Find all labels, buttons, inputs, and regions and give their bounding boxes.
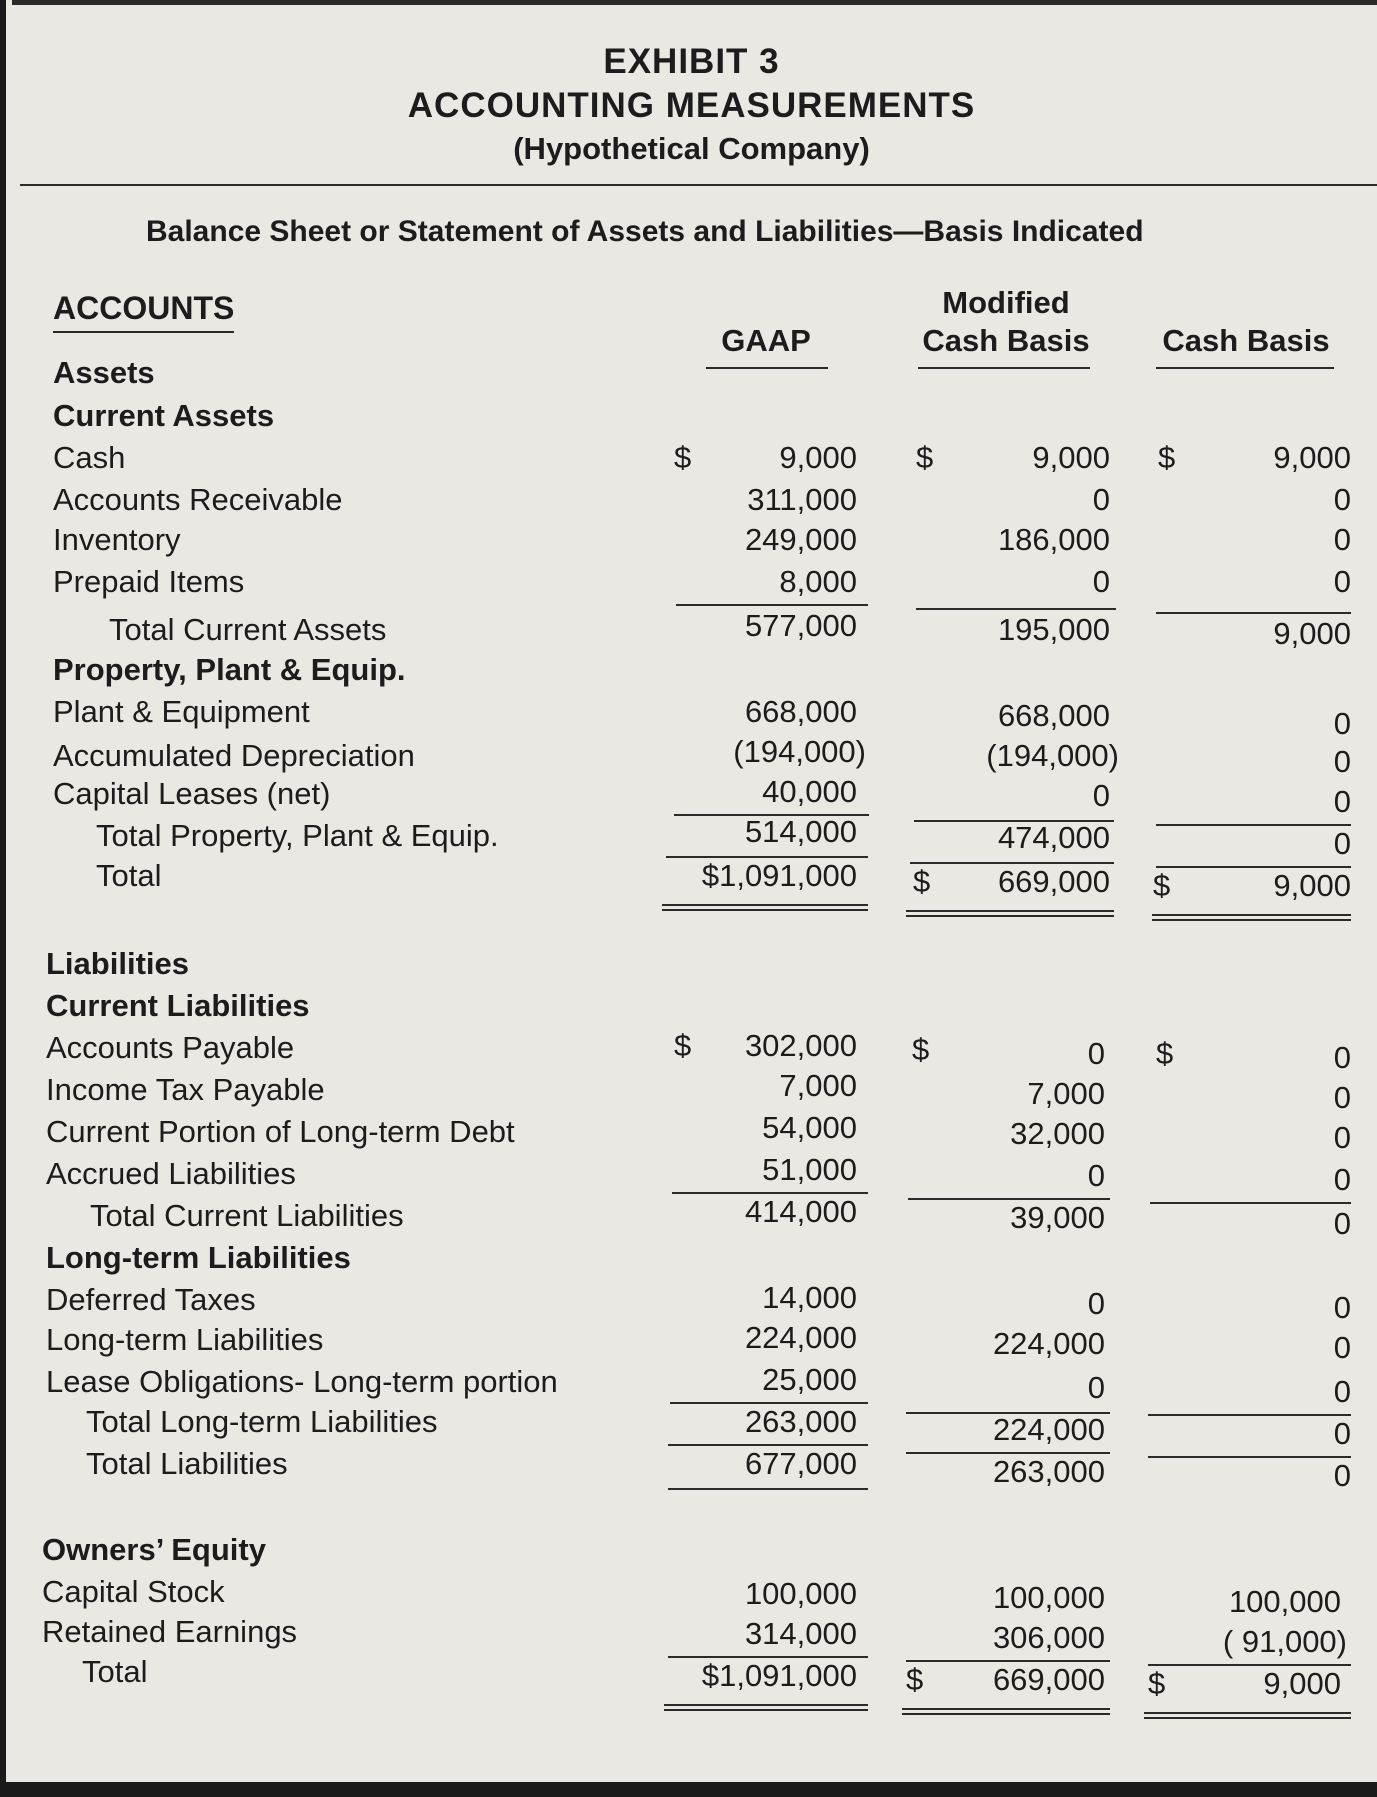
row-label-retained-earnings: Retained Earnings [42, 1614, 298, 1649]
gaap-accounts-payable: 302,000 [744, 1028, 857, 1063]
row-label-long-term-liabilities: Long-term Liabilities [46, 1322, 324, 1357]
dollar-sign: $ [1148, 1666, 1166, 1701]
liabilities-heading: Liabilities [46, 946, 189, 981]
subtotal-rule [668, 1488, 868, 1490]
row-label-total-current-assets: Total Current Assets [109, 612, 387, 647]
gaap-total-current-liabilities: 414,000 [744, 1194, 857, 1229]
cash-basis-accounts-payable: 0 [1333, 1040, 1351, 1075]
modified-column-header [901, 284, 1111, 360]
subtotal-rule [1156, 824, 1351, 826]
double-rule [902, 1708, 1110, 1710]
row-label-prepaid-items: Prepaid Items [53, 564, 245, 599]
row-label-total-current-liabilities: Total Current Liabilities [90, 1198, 404, 1233]
gaap-current-portion-ltd: 54,000 [762, 1110, 857, 1145]
subtotal-rule [916, 608, 1116, 610]
double-rule [662, 904, 868, 906]
double-rule [906, 910, 1114, 912]
row-label-total-assets: Total [96, 858, 162, 893]
cash-basis-deferred-taxes: 0 [1333, 1290, 1351, 1325]
modified-accumulated-depreciation: (194,000) [986, 738, 1119, 773]
cash-basis-total-equity: 9,000 [1263, 1666, 1341, 1701]
cash-basis-capital-stock: 100,000 [1228, 1584, 1341, 1619]
dollar-sign: $ [674, 440, 692, 475]
gaap-capital-stock: 100,000 [744, 1576, 857, 1611]
row-label-deferred-taxes: Deferred Taxes [46, 1282, 256, 1317]
row-label-current-portion-ltd: Current Portion of Long-term Debt [46, 1114, 515, 1149]
row-label-capital-stock: Capital Stock [42, 1574, 225, 1609]
modified-header-underline [918, 367, 1090, 369]
cash-header-label: Cash Basis [1162, 323, 1330, 358]
modified-prepaid-items: 0 [1092, 564, 1110, 599]
gaap-accounts-receivable: 311,000 [747, 482, 857, 517]
gaap-total-liabilities: 677,000 [744, 1446, 857, 1481]
gaap-accumulated-depreciation: (194,000) [733, 734, 866, 769]
gaap-total-ppe: 514,000 [744, 814, 857, 849]
double-rule [906, 915, 1114, 917]
dollar-sign: $ [913, 864, 931, 899]
gaap-capital-leases: 40,000 [762, 774, 857, 809]
modified-retained-earnings: 306,000 [992, 1620, 1105, 1655]
cash-basis-retained-earnings: ( 91,000) [1222, 1624, 1347, 1659]
modified-total-equity: 669,000 [992, 1662, 1105, 1697]
cash-basis-total-current-assets: 9,000 [1273, 616, 1351, 651]
assets-heading: Assets [53, 355, 155, 390]
cash-basis-total-assets: 9,000 [1273, 868, 1351, 903]
cash-basis-capital-leases: 0 [1333, 784, 1351, 819]
cash-basis-total-ppe: 0 [1333, 826, 1351, 861]
modified-total-ppe: 474,000 [997, 820, 1110, 855]
cash-basis-prepaid-items: 0 [1333, 564, 1351, 599]
subtotal-rule [1148, 1414, 1351, 1416]
gaap-total-current-assets: 577,000 [744, 608, 857, 643]
double-rule [1152, 914, 1351, 916]
modified-inventory: 186,000 [997, 522, 1110, 557]
gaap-total-long-term-liabilities: 263,000 [744, 1404, 857, 1439]
subtotal-rule [676, 604, 868, 606]
modified-total-current-assets: 195,000 [997, 612, 1110, 647]
gaap-retained-earnings: 314,000 [744, 1616, 857, 1651]
modified-deferred-taxes: 0 [1087, 1286, 1105, 1321]
cash-basis-total-current-liabilities: 0 [1333, 1206, 1351, 1241]
double-rule [1144, 1712, 1351, 1714]
modified-total-liabilities: 263,000 [992, 1454, 1105, 1489]
double-rule [664, 1709, 868, 1711]
subtotal-rule [1148, 1456, 1351, 1458]
dollar-sign: $ [912, 1032, 930, 1067]
modified-cash: 9,000 [1032, 440, 1110, 475]
cash-basis-current-portion-ltd: 0 [1333, 1120, 1351, 1155]
modified-accrued-liabilities: 0 [1087, 1158, 1105, 1193]
dollar-sign: $ [674, 1028, 692, 1063]
modified-lease-obligations: 0 [1087, 1370, 1105, 1405]
row-label-accumulated-depreciation: Accumulated Depreciation [53, 738, 415, 773]
row-label-accounts-payable: Accounts Payable [46, 1030, 295, 1065]
modified-total-current-liabilities: 39,000 [1010, 1200, 1105, 1235]
row-label-cash: Cash [53, 440, 126, 475]
row-label-total-liabilities: Total Liabilities [86, 1446, 288, 1481]
gaap-inventory: 249,000 [744, 522, 857, 557]
modified-total-long-term-liabilities: 224,000 [992, 1412, 1105, 1447]
modified-current-portion-ltd: 32,000 [1010, 1116, 1105, 1151]
cash-basis-accounts-receivable: 0 [1333, 482, 1351, 517]
dollar-sign: $ [916, 440, 934, 475]
row-label-total-ppe: Total Property, Plant & Equip. [96, 818, 499, 853]
gaap-accrued-liabilities: 51,000 [762, 1152, 857, 1187]
exhibit-company: (Hypothetical Company) [513, 131, 870, 166]
gaap-cash: 9,000 [779, 440, 857, 475]
double-rule [1144, 1717, 1351, 1719]
modified-header-line1: Modified [942, 285, 1070, 320]
exhibit-title: EXHIBIT 3 [603, 42, 780, 81]
exhibit-subtitle: ACCOUNTING MEASUREMENTS [407, 86, 976, 125]
row-label-capital-leases: Capital Leases (net) [53, 776, 331, 811]
modified-income-tax-payable: 7,000 [1027, 1076, 1105, 1111]
modified-total-assets: 669,000 [997, 864, 1110, 899]
subtotal-rule [1156, 612, 1351, 614]
gaap-deferred-taxes: 14,000 [762, 1280, 857, 1315]
accounts-column-header: ACCOUNTS [53, 290, 234, 333]
modified-accounts-payable: 0 [1087, 1036, 1105, 1071]
gaap-total-assets: $1,091,000 [701, 858, 857, 893]
row-label-total-long-term-liabilities: Total Long-term Liabilities [86, 1404, 438, 1439]
gaap-column-header [696, 322, 836, 360]
cash-basis-long-term-liabilities: 0 [1333, 1330, 1351, 1365]
ppe-heading: Property, Plant & Equip. [53, 652, 406, 687]
cash-basis-lease-obligations: 0 [1333, 1374, 1351, 1409]
modified-accounts-receivable: 0 [1092, 482, 1110, 517]
cash-header-underline [1156, 367, 1334, 369]
dollar-sign: $ [1153, 868, 1171, 903]
owners-equity-heading: Owners’ Equity [42, 1532, 266, 1567]
long-term-liabilities-heading: Long-term Liabilities [46, 1240, 351, 1275]
top-border [12, 0, 1377, 5]
dollar-sign: $ [1158, 440, 1176, 475]
row-label-accrued-liabilities: Accrued Liabilities [46, 1156, 296, 1191]
modified-capital-leases: 0 [1092, 778, 1110, 813]
double-rule [662, 909, 868, 911]
gaap-header-label: GAAP [721, 323, 811, 358]
cash-basis-accumulated-depreciation: 0 [1333, 744, 1351, 779]
exhibit-page [6, 0, 1377, 1782]
cash-basis-accrued-liabilities: 0 [1333, 1162, 1351, 1197]
gaap-total-equity: $1,091,000 [701, 1658, 857, 1693]
double-rule [902, 1713, 1110, 1715]
modified-plant-equipment: 668,000 [997, 698, 1110, 733]
double-rule [1152, 919, 1351, 921]
cash-basis-cash: 9,000 [1273, 440, 1351, 475]
gaap-plant-equipment: 668,000 [744, 694, 857, 729]
cash-basis-income-tax-payable: 0 [1333, 1080, 1351, 1115]
subtotal-rule [1150, 1202, 1351, 1204]
current-liabilities-heading: Current Liabilities [46, 988, 310, 1023]
modified-header-line2: Cash Basis [922, 323, 1090, 358]
row-label-accounts-receivable: Accounts Receivable [53, 482, 343, 517]
gaap-header-underline [706, 367, 828, 369]
cash-basis-total-liabilities: 0 [1333, 1458, 1351, 1493]
cash-basis-plant-equipment: 0 [1333, 706, 1351, 741]
dollar-sign: $ [1156, 1036, 1174, 1071]
statement-title: Balance Sheet or Statement of Assets and Liabilities—Basis Indicated [146, 215, 1144, 248]
cash-column-header [1141, 322, 1351, 360]
gaap-long-term-liabilities: 224,000 [744, 1320, 857, 1355]
row-label-inventory: Inventory [53, 522, 181, 557]
row-label-lease-obligations: Lease Obligations- Long-term portion [46, 1364, 558, 1399]
gaap-income-tax-payable: 7,000 [779, 1068, 857, 1103]
cash-basis-inventory: 0 [1333, 522, 1351, 557]
gaap-prepaid-items: 8,000 [779, 564, 857, 599]
gaap-lease-obligations: 25,000 [762, 1362, 857, 1397]
modified-long-term-liabilities: 224,000 [992, 1326, 1105, 1361]
row-label-income-tax-payable: Income Tax Payable [46, 1072, 325, 1107]
cash-basis-total-long-term-liabilities: 0 [1333, 1416, 1351, 1451]
current-assets-heading: Current Assets [53, 398, 275, 433]
header-divider [20, 184, 1377, 186]
row-label-total-equity: Total [82, 1654, 148, 1689]
modified-capital-stock: 100,000 [992, 1580, 1105, 1615]
double-rule [664, 1704, 868, 1706]
dollar-sign: $ [906, 1662, 924, 1697]
row-label-plant-equipment: Plant & Equipment [53, 694, 310, 729]
